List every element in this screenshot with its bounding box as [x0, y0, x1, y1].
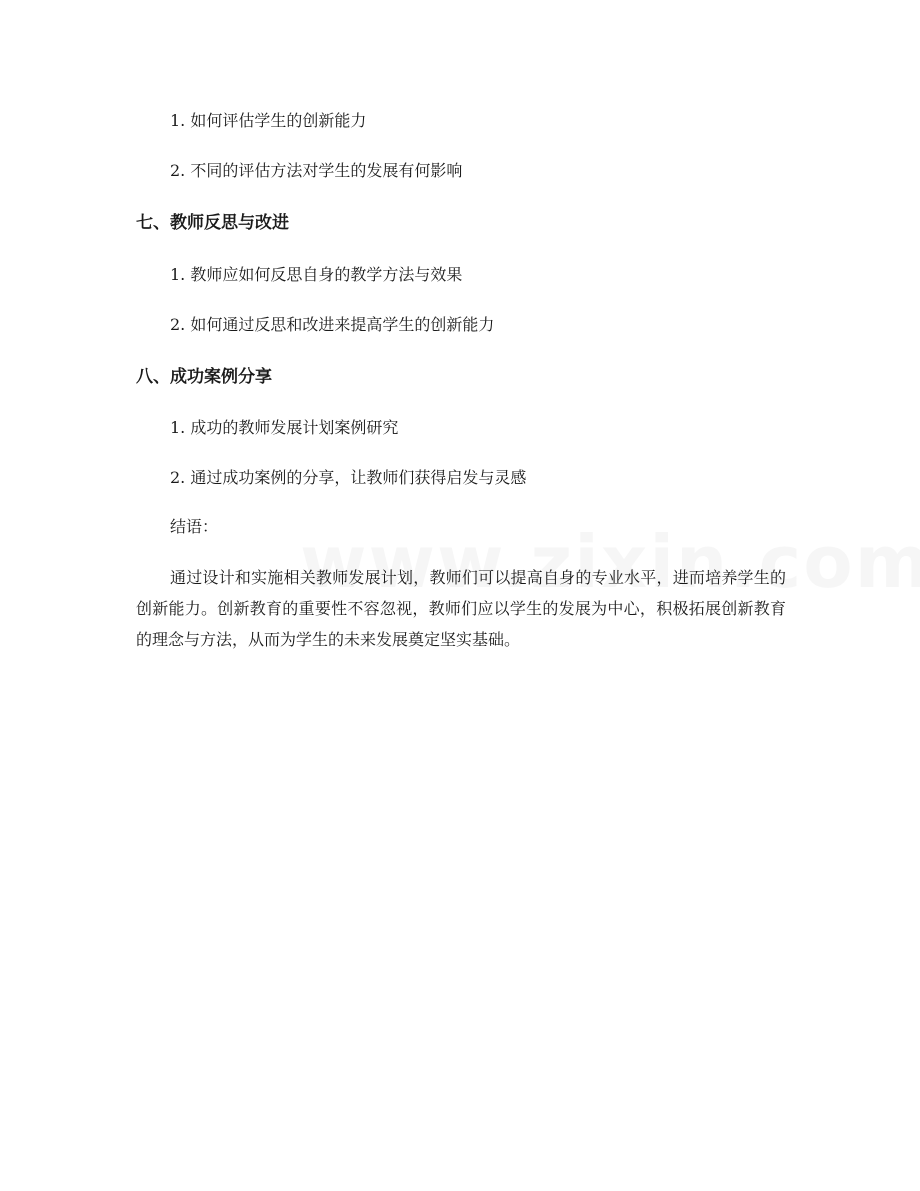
list-item: 2. 不同的评估方法对学生的发展有何影响 — [170, 161, 463, 180]
list-item: 1. 教师应如何反思自身的教学方法与效果 — [170, 265, 463, 284]
section-heading-seven: 七、教师反思与改进 — [136, 213, 289, 233]
list-item: 2. 通过成功案例的分享，让教师们获得启发与灵感 — [170, 468, 527, 487]
list-item: 1. 如何评估学生的创新能力 — [170, 111, 367, 130]
closing-label: 结语： — [170, 517, 219, 536]
closing-paragraph: 通过设计和实施相关教师发展计划，教师们可以提高自身的专业水平，进而培养学生的创新能力。创新教育的重要性不容忽视，教师们应以学生的发展为中心，积极拓展创新教育的理念与方法，从而为学生的未来发展奠定坚实基础。 — [136, 568, 786, 649]
section-heading-eight: 八、成功案例分享 — [136, 367, 272, 387]
list-item: 2. 如何通过反思和改进来提高学生的创新能力 — [170, 315, 495, 334]
list-item: 1. 成功的教师发展计划案例研究 — [170, 418, 399, 437]
